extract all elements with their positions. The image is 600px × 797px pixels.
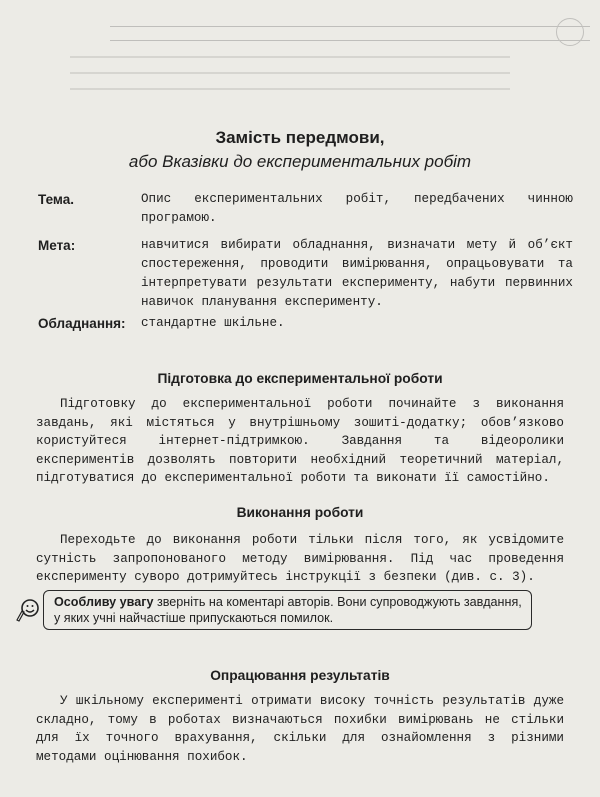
page-title: Замість передмови, <box>215 128 385 147</box>
section-text-results: У шкільному експерименті отримати високу точність результатів дуже складно, тому в роботах визначаються похибки вимірювань не стільки для їх точного врахування, скільки для ознайомлення з різними методами оцінювання похибок. <box>36 694 564 764</box>
meta-equipment-label: Обладнання: <box>38 316 126 331</box>
meta-goal <box>38 236 578 314</box>
author-note-emphasis: Особливу увагу <box>54 595 154 609</box>
bleed-through-circle-icon <box>556 18 584 46</box>
meta-equipment <box>38 314 578 334</box>
meta-topic-label: Тема. <box>38 192 74 207</box>
author-note-body: зверніть на коментарі авторів. Вони супроводжують завдання, у яких учні найчастіше припускаються помилок. <box>54 595 522 625</box>
author-note-box <box>43 590 532 630</box>
meta-topic <box>38 190 578 230</box>
smiley-pencil-icon <box>15 596 41 622</box>
section-heading-execution: Виконання роботи <box>236 505 364 520</box>
meta-equipment-text: стандартне шкільне. <box>141 316 285 330</box>
bleed-through-text <box>70 56 510 96</box>
section-text-preparation: Підготовку до експериментальної роботи починайте з виконання завдань, які містяться у внутрішньому зошиті-додатку; обов’язково користуйтеся інтернет-підтримкою. Завдання та відеоролики експериментів дозволять повторити необхідний теоретичний матеріал, підготуватися до експериментальної роботи та виконати її самостійно. <box>36 397 564 486</box>
meta-goal-label: Мета: <box>38 238 76 253</box>
section-heading-preparation: Підготовка до експериментальної роботи <box>157 371 443 386</box>
section-heading-results: Опрацювання результатів <box>210 668 390 683</box>
bleed-through-header <box>110 18 590 50</box>
section-text-execution: Переходьте до виконання роботи тільки після того, як усвідомите сутність запропонованого методу вимірювання. Під час проведення експерименту суворо дотримуйтесь інструкції з безпеки (див. с. 3). <box>36 533 564 585</box>
page-subtitle: або Вказівки до експериментальних робіт <box>128 152 472 171</box>
meta-topic-text: Опис експериментальних робіт, передбачених чинною програмою. <box>141 192 573 225</box>
author-note-text <box>54 594 522 626</box>
meta-goal-text: навчитися вибирати обладнання, визначати мету й об’єкт спостереження, проводити вимірювання, опрацьовувати та інтерпретувати результати експерименту, набути первинних навичок планування експерименту. <box>141 238 573 309</box>
